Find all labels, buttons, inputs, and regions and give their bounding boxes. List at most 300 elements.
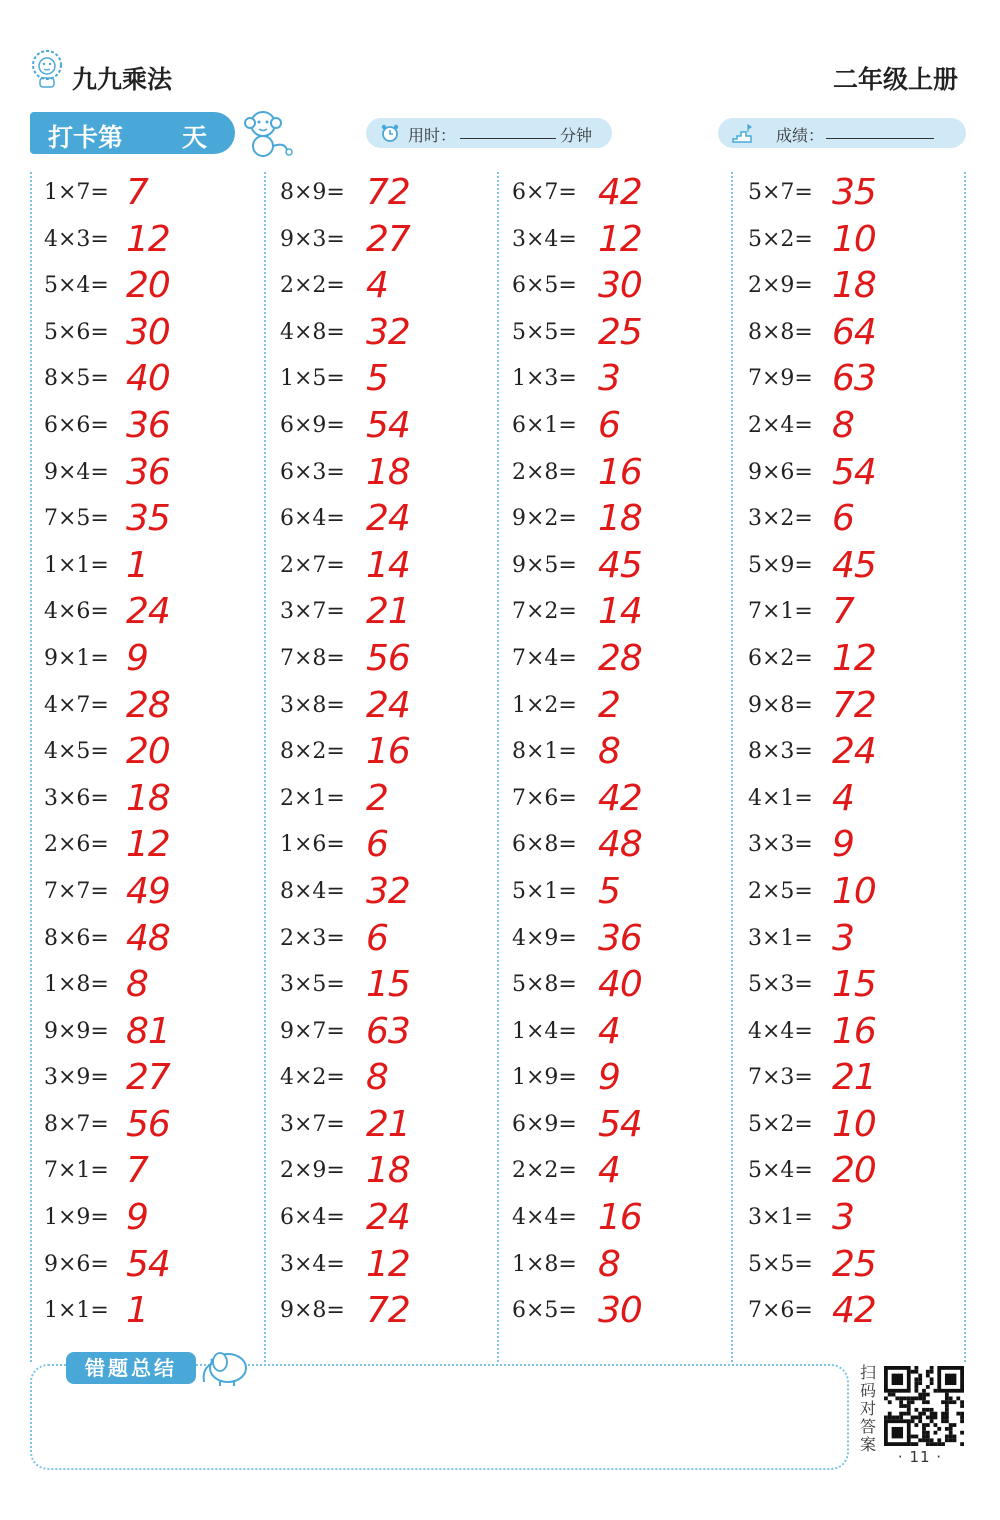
equation-row bbox=[44, 1104, 276, 1151]
equation-row bbox=[748, 871, 980, 918]
equation-question: 2×2= bbox=[512, 1158, 577, 1184]
equation-row bbox=[44, 638, 276, 685]
equation-question: 6×6= bbox=[44, 412, 109, 438]
equation-row bbox=[748, 172, 980, 219]
handwritten-answer[interactable]: 15 bbox=[832, 964, 876, 1006]
equation-row bbox=[512, 638, 744, 685]
handwritten-answer[interactable]: 8 bbox=[126, 964, 148, 1006]
equation-column-4 bbox=[748, 172, 980, 1360]
equation-question: 3×9= bbox=[44, 1065, 109, 1091]
equation-row bbox=[512, 824, 744, 871]
handwritten-answer[interactable]: 12 bbox=[366, 1243, 410, 1285]
equation-question: 7×1= bbox=[44, 1158, 109, 1184]
handwritten-answer[interactable]: 32 bbox=[366, 870, 410, 912]
equation-question: 4×2= bbox=[280, 1065, 345, 1091]
punch-card-banner bbox=[30, 112, 235, 154]
handwritten-answer[interactable]: 2 bbox=[598, 684, 620, 726]
equation-question: 9×8= bbox=[280, 1298, 345, 1324]
handwritten-answer[interactable]: 24 bbox=[366, 684, 410, 726]
page-title: 九九乘法 bbox=[72, 65, 173, 94]
equation-question: 4×7= bbox=[44, 692, 109, 718]
handwritten-answer[interactable]: 32 bbox=[366, 311, 410, 353]
handwritten-answer[interactable]: 8 bbox=[598, 1243, 620, 1285]
equation-row bbox=[512, 1197, 744, 1244]
equation-row bbox=[44, 405, 276, 452]
equation-question: 1×2= bbox=[512, 692, 577, 718]
handwritten-answer[interactable]: 54 bbox=[366, 404, 410, 446]
equation-question: 1×8= bbox=[44, 972, 109, 998]
equation-row bbox=[280, 1011, 512, 1058]
equation-question: 2×2= bbox=[280, 273, 345, 299]
handwritten-answer[interactable]: 24 bbox=[832, 731, 876, 773]
equation-row bbox=[280, 452, 512, 499]
handwritten-answer[interactable]: 36 bbox=[598, 917, 642, 959]
equation-question: 5×1= bbox=[512, 878, 577, 904]
equation-row bbox=[280, 405, 512, 452]
equation-question: 2×9= bbox=[280, 1158, 345, 1184]
handwritten-answer[interactable]: 1 bbox=[126, 544, 148, 586]
equation-row bbox=[44, 778, 276, 825]
handwritten-answer[interactable]: 9 bbox=[598, 1057, 620, 1099]
handwritten-answer[interactable]: 63 bbox=[366, 1010, 410, 1052]
equation-row bbox=[748, 265, 980, 312]
handwritten-answer[interactable]: 12 bbox=[126, 824, 170, 866]
mistake-summary-label: 错题总结 bbox=[66, 1352, 196, 1384]
equation-row bbox=[512, 219, 744, 266]
equation-row bbox=[44, 1150, 276, 1197]
equation-row bbox=[280, 312, 512, 359]
handwritten-answer[interactable]: 45 bbox=[598, 544, 642, 586]
equation-question: 9×2= bbox=[512, 506, 577, 532]
equation-question: 8×5= bbox=[44, 366, 109, 392]
equation-row bbox=[748, 498, 980, 545]
handwritten-answer[interactable]: 5 bbox=[366, 358, 388, 400]
equation-question: 5×3= bbox=[748, 972, 813, 998]
equation-row bbox=[44, 358, 276, 405]
equation-row bbox=[748, 358, 980, 405]
handwritten-answer[interactable]: 81 bbox=[126, 1010, 170, 1052]
equation-question: 4×6= bbox=[44, 599, 109, 625]
equation-question: 8×4= bbox=[280, 878, 345, 904]
equation-row bbox=[280, 1244, 512, 1291]
handwritten-answer[interactable]: 36 bbox=[126, 451, 170, 493]
page-number: · 11 · bbox=[897, 1448, 943, 1466]
handwritten-answer[interactable]: 4 bbox=[366, 265, 388, 307]
handwritten-answer[interactable]: 20 bbox=[126, 731, 170, 773]
equation-row bbox=[280, 545, 512, 592]
equation-row bbox=[44, 731, 276, 778]
equation-row bbox=[280, 964, 512, 1011]
handwritten-answer[interactable]: 30 bbox=[598, 1290, 642, 1332]
handwritten-answer[interactable]: 4 bbox=[598, 1010, 620, 1052]
equation-question: 1×9= bbox=[512, 1065, 577, 1091]
score-label: 成绩： bbox=[776, 126, 825, 145]
equation-question: 5×4= bbox=[748, 1158, 813, 1184]
equation-question: 5×6= bbox=[44, 319, 109, 345]
equation-question: 6×4= bbox=[280, 506, 345, 532]
equation-column-2 bbox=[280, 172, 512, 1360]
handwritten-answer[interactable]: 8 bbox=[832, 404, 854, 446]
equation-row bbox=[748, 1150, 980, 1197]
equation-row bbox=[44, 1011, 276, 1058]
equation-question: 1×7= bbox=[44, 180, 109, 205]
equation-question: 5×2= bbox=[748, 1111, 813, 1137]
equation-row bbox=[512, 265, 744, 312]
handwritten-answer[interactable]: 25 bbox=[598, 311, 642, 353]
equation-question: 7×9= bbox=[748, 366, 813, 392]
equation-row bbox=[512, 1104, 744, 1151]
handwritten-answer[interactable]: 6 bbox=[832, 498, 854, 540]
equation-row bbox=[280, 1057, 512, 1104]
equation-question: 8×8= bbox=[748, 319, 813, 345]
equation-row bbox=[44, 219, 276, 266]
handwritten-answer[interactable]: 35 bbox=[126, 498, 170, 540]
equation-row bbox=[44, 964, 276, 1011]
equation-row bbox=[280, 685, 512, 732]
equation-row bbox=[44, 871, 276, 918]
equation-question: 3×3= bbox=[748, 832, 813, 858]
equation-row bbox=[748, 685, 980, 732]
equation-row bbox=[748, 219, 980, 266]
equation-question: 3×1= bbox=[748, 925, 813, 951]
handwritten-answer[interactable]: 24 bbox=[126, 591, 170, 633]
handwritten-answer[interactable]: 49 bbox=[126, 870, 170, 912]
equation-question: 1×8= bbox=[512, 1251, 577, 1277]
equation-question: 7×2= bbox=[512, 599, 577, 625]
equation-row bbox=[512, 1057, 744, 1104]
handwritten-answer[interactable]: 18 bbox=[832, 265, 876, 307]
monkey-mascot-icon bbox=[235, 106, 295, 160]
equation-row bbox=[512, 1244, 744, 1291]
handwritten-answer[interactable]: 40 bbox=[126, 358, 170, 400]
handwritten-answer[interactable]: 6 bbox=[366, 917, 388, 959]
equation-question: 6×5= bbox=[512, 1298, 577, 1324]
handwritten-answer[interactable]: 18 bbox=[598, 498, 642, 540]
score-field[interactable] bbox=[718, 118, 966, 148]
equation-row bbox=[512, 405, 744, 452]
equation-question: 1×3= bbox=[512, 366, 577, 392]
handwritten-answer[interactable]: 9 bbox=[126, 637, 148, 679]
handwritten-answer[interactable]: 30 bbox=[598, 265, 642, 307]
equation-row bbox=[748, 452, 980, 499]
equation-row bbox=[512, 591, 744, 638]
handwritten-answer[interactable]: 5 bbox=[598, 870, 620, 912]
equation-question: 6×8= bbox=[512, 832, 577, 858]
handwritten-answer[interactable]: 20 bbox=[126, 265, 170, 307]
handwritten-answer[interactable]: 42 bbox=[832, 1290, 876, 1332]
time-blank[interactable] bbox=[460, 138, 556, 139]
handwritten-answer[interactable]: 16 bbox=[832, 1010, 876, 1052]
equation-row bbox=[748, 824, 980, 871]
equation-question: 8×1= bbox=[512, 739, 577, 765]
equation-row bbox=[280, 871, 512, 918]
equation-question: 4×4= bbox=[512, 1205, 577, 1231]
equation-row bbox=[44, 1244, 276, 1291]
handwritten-answer[interactable]: 42 bbox=[598, 777, 642, 819]
handwritten-answer[interactable]: 56 bbox=[126, 1103, 170, 1145]
handwritten-answer[interactable]: 24 bbox=[366, 498, 410, 540]
equation-row bbox=[748, 1244, 980, 1291]
equation-row bbox=[512, 172, 744, 219]
handwritten-answer[interactable]: 7 bbox=[126, 172, 148, 213]
equation-row bbox=[44, 685, 276, 732]
equation-question: 4×3= bbox=[44, 226, 109, 252]
handwritten-answer[interactable]: 6 bbox=[366, 824, 388, 866]
equation-row bbox=[512, 731, 744, 778]
alarm-clock-icon bbox=[380, 123, 400, 143]
equation-question: 3×5= bbox=[280, 972, 345, 998]
equation-row bbox=[44, 312, 276, 359]
equation-question: 5×8= bbox=[512, 972, 577, 998]
equation-question: 9×6= bbox=[44, 1251, 109, 1277]
equation-question: 7×7= bbox=[44, 878, 109, 904]
equation-row bbox=[280, 591, 512, 638]
equation-row bbox=[44, 172, 276, 219]
equation-row bbox=[280, 778, 512, 825]
handwritten-answer[interactable]: 8 bbox=[366, 1057, 388, 1099]
equation-question: 6×9= bbox=[512, 1111, 577, 1137]
equation-row bbox=[512, 871, 744, 918]
handwritten-answer[interactable]: 2 bbox=[366, 777, 388, 819]
equation-row bbox=[512, 498, 744, 545]
equation-question: 2×6= bbox=[44, 832, 109, 858]
equation-question: 5×5= bbox=[748, 1251, 813, 1277]
equation-question: 1×4= bbox=[512, 1018, 577, 1044]
equation-question: 2×8= bbox=[512, 459, 577, 485]
equation-question: 2×5= bbox=[748, 878, 813, 904]
handwritten-answer[interactable]: 21 bbox=[366, 591, 410, 633]
equation-row bbox=[280, 172, 512, 219]
handwritten-answer[interactable]: 12 bbox=[832, 637, 876, 679]
equation-question: 9×5= bbox=[512, 552, 577, 578]
equation-row bbox=[44, 545, 276, 592]
equation-question: 7×4= bbox=[512, 645, 577, 671]
equation-question: 6×9= bbox=[280, 412, 345, 438]
handwritten-answer[interactable]: 72 bbox=[832, 684, 876, 726]
equation-question: 3×4= bbox=[512, 226, 577, 252]
handwritten-answer[interactable]: 48 bbox=[126, 917, 170, 959]
handwritten-answer[interactable]: 42 bbox=[598, 172, 642, 213]
equation-row bbox=[44, 1290, 276, 1337]
qr-code-icon[interactable] bbox=[882, 1366, 966, 1446]
equation-row bbox=[280, 498, 512, 545]
handwritten-answer[interactable]: 4 bbox=[598, 1150, 620, 1192]
equation-row bbox=[748, 1197, 980, 1244]
column-divider bbox=[30, 172, 32, 1362]
equation-question: 6×4= bbox=[280, 1205, 345, 1231]
equation-question: 4×9= bbox=[512, 925, 577, 951]
handwritten-answer[interactable]: 9 bbox=[126, 1197, 148, 1239]
handwritten-answer[interactable]: 35 bbox=[832, 172, 876, 213]
punch-label: 打卡第 bbox=[48, 123, 124, 152]
handwritten-answer[interactable]: 9 bbox=[832, 824, 854, 866]
handwritten-answer[interactable]: 54 bbox=[598, 1103, 642, 1145]
handwritten-answer[interactable]: 28 bbox=[598, 637, 642, 679]
handwritten-answer[interactable]: 25 bbox=[832, 1243, 876, 1285]
equation-question: 2×1= bbox=[280, 785, 345, 811]
equation-row bbox=[748, 918, 980, 965]
equation-row bbox=[512, 964, 744, 1011]
time-field[interactable] bbox=[366, 118, 612, 148]
equation-question: 8×7= bbox=[44, 1111, 109, 1137]
equation-row bbox=[44, 265, 276, 312]
equation-question: 9×9= bbox=[44, 1018, 109, 1044]
equation-row bbox=[512, 1011, 744, 1058]
handwritten-answer[interactable]: 12 bbox=[598, 218, 642, 260]
equation-question: 1×6= bbox=[280, 832, 345, 858]
handwritten-answer[interactable]: 16 bbox=[366, 731, 410, 773]
equation-question: 2×7= bbox=[280, 552, 345, 578]
equation-question: 5×5= bbox=[512, 319, 577, 345]
equation-row bbox=[748, 1057, 980, 1104]
punch-day-label: 天 bbox=[182, 123, 208, 152]
handwritten-answer[interactable]: 7 bbox=[832, 591, 854, 633]
equation-question: 5×9= bbox=[748, 552, 813, 578]
equation-row bbox=[748, 405, 980, 452]
equation-question: 7×8= bbox=[280, 645, 345, 671]
handwritten-answer[interactable]: 6 bbox=[598, 404, 620, 446]
handwritten-answer[interactable]: 54 bbox=[832, 451, 876, 493]
handwritten-answer[interactable]: 27 bbox=[126, 1057, 170, 1099]
handwritten-answer[interactable]: 54 bbox=[126, 1243, 170, 1285]
handwritten-answer[interactable]: 10 bbox=[832, 1103, 876, 1145]
equation-row bbox=[44, 824, 276, 871]
checkin-bar bbox=[30, 110, 970, 158]
handwritten-answer[interactable]: 40 bbox=[598, 964, 642, 1006]
equation-row bbox=[280, 1104, 512, 1151]
handwritten-answer[interactable]: 48 bbox=[598, 824, 642, 866]
equation-row bbox=[512, 685, 744, 732]
equation-row bbox=[748, 964, 980, 1011]
equation-question: 6×5= bbox=[512, 273, 577, 299]
handwritten-answer[interactable]: 36 bbox=[126, 404, 170, 446]
equation-question: 4×1= bbox=[748, 785, 813, 811]
equation-question: 7×6= bbox=[512, 785, 577, 811]
equation-column-3 bbox=[512, 172, 744, 1360]
equation-question: 5×7= bbox=[748, 180, 813, 205]
equation-question: 7×1= bbox=[748, 599, 813, 625]
equation-question: 1×1= bbox=[44, 552, 109, 578]
equation-row bbox=[512, 918, 744, 965]
handwritten-answer[interactable]: 64 bbox=[832, 311, 876, 353]
equation-row bbox=[512, 1150, 744, 1197]
handwritten-answer[interactable]: 28 bbox=[126, 684, 170, 726]
equation-row bbox=[280, 918, 512, 965]
equation-question: 9×8= bbox=[748, 692, 813, 718]
equation-row bbox=[280, 1290, 512, 1337]
handwritten-answer[interactable]: 24 bbox=[366, 1197, 410, 1239]
equation-row bbox=[748, 1104, 980, 1151]
handwritten-answer[interactable]: 7 bbox=[126, 1150, 148, 1192]
equation-question: 1×5= bbox=[280, 366, 345, 392]
equation-row bbox=[44, 452, 276, 499]
handwritten-answer[interactable]: 3 bbox=[832, 1197, 854, 1239]
elephant-mascot-icon bbox=[198, 1346, 252, 1388]
handwritten-answer[interactable]: 10 bbox=[832, 870, 876, 912]
equation-question: 6×3= bbox=[280, 459, 345, 485]
handwritten-answer[interactable]: 16 bbox=[598, 1197, 642, 1239]
handwritten-answer[interactable]: 72 bbox=[366, 1290, 410, 1332]
equation-row bbox=[280, 358, 512, 405]
equation-question: 2×4= bbox=[748, 412, 813, 438]
handwritten-answer[interactable]: 21 bbox=[832, 1057, 876, 1099]
equation-question: 3×7= bbox=[280, 1111, 345, 1137]
equation-question: 4×4= bbox=[748, 1018, 813, 1044]
equation-question: 3×6= bbox=[44, 785, 109, 811]
equation-question: 9×3= bbox=[280, 226, 345, 252]
equation-row bbox=[44, 918, 276, 965]
equation-question: 6×7= bbox=[512, 180, 577, 205]
equation-question: 7×6= bbox=[748, 1298, 813, 1324]
equation-question: 8×9= bbox=[280, 180, 345, 205]
handwritten-answer[interactable]: 45 bbox=[832, 544, 876, 586]
handwritten-answer[interactable]: 21 bbox=[366, 1103, 410, 1145]
equation-question: 5×4= bbox=[44, 273, 109, 299]
handwritten-answer[interactable]: 10 bbox=[832, 218, 876, 260]
equation-question: 8×6= bbox=[44, 925, 109, 951]
equation-row bbox=[748, 778, 980, 825]
equation-question: 1×9= bbox=[44, 1205, 109, 1231]
handwritten-answer[interactable]: 18 bbox=[366, 451, 410, 493]
handwritten-answer[interactable]: 12 bbox=[126, 218, 170, 260]
equation-question: 8×2= bbox=[280, 739, 345, 765]
handwritten-answer[interactable]: 1 bbox=[126, 1290, 148, 1332]
equation-question: 6×1= bbox=[512, 412, 577, 438]
time-unit: 分钟 bbox=[560, 126, 593, 145]
equation-row bbox=[512, 312, 744, 359]
handwritten-answer[interactable]: 20 bbox=[832, 1150, 876, 1192]
lion-mascot-icon bbox=[30, 50, 64, 88]
equation-row bbox=[748, 545, 980, 592]
equation-row bbox=[748, 731, 980, 778]
equation-question: 8×3= bbox=[748, 739, 813, 765]
handwritten-answer[interactable]: 14 bbox=[366, 544, 410, 586]
equation-question: 2×3= bbox=[280, 925, 345, 951]
handwritten-answer[interactable]: 18 bbox=[366, 1150, 410, 1192]
equation-row bbox=[280, 1150, 512, 1197]
handwritten-answer[interactable]: 16 bbox=[598, 451, 642, 493]
equation-row bbox=[280, 731, 512, 778]
equation-question: 6×2= bbox=[748, 645, 813, 671]
handwritten-answer[interactable]: 3 bbox=[598, 358, 620, 400]
handwritten-answer[interactable]: 8 bbox=[598, 731, 620, 773]
handwritten-answer[interactable]: 72 bbox=[366, 172, 410, 213]
equation-question: 9×7= bbox=[280, 1018, 345, 1044]
score-blank[interactable] bbox=[826, 138, 934, 139]
equation-column-1 bbox=[44, 172, 276, 1360]
handwritten-answer[interactable]: 15 bbox=[366, 964, 410, 1006]
equation-question: 5×2= bbox=[748, 226, 813, 252]
handwritten-answer[interactable]: 63 bbox=[832, 358, 876, 400]
handwritten-answer[interactable]: 30 bbox=[126, 311, 170, 353]
equation-question: 3×1= bbox=[748, 1205, 813, 1231]
equation-row bbox=[512, 545, 744, 592]
equation-question: 3×4= bbox=[280, 1251, 345, 1277]
handwritten-answer[interactable]: 18 bbox=[126, 777, 170, 819]
equation-row bbox=[44, 1197, 276, 1244]
equation-question: 7×3= bbox=[748, 1065, 813, 1091]
equation-row bbox=[748, 312, 980, 359]
equation-row bbox=[280, 638, 512, 685]
equation-question: 3×2= bbox=[748, 506, 813, 532]
handwritten-answer[interactable]: 3 bbox=[832, 917, 854, 959]
handwritten-answer[interactable]: 14 bbox=[598, 591, 642, 633]
handwritten-answer[interactable]: 27 bbox=[366, 218, 410, 260]
handwritten-answer[interactable]: 56 bbox=[366, 637, 410, 679]
stairs-flag-icon bbox=[732, 123, 752, 143]
equation-question: 1×1= bbox=[44, 1298, 109, 1324]
handwritten-answer[interactable]: 4 bbox=[832, 777, 854, 819]
